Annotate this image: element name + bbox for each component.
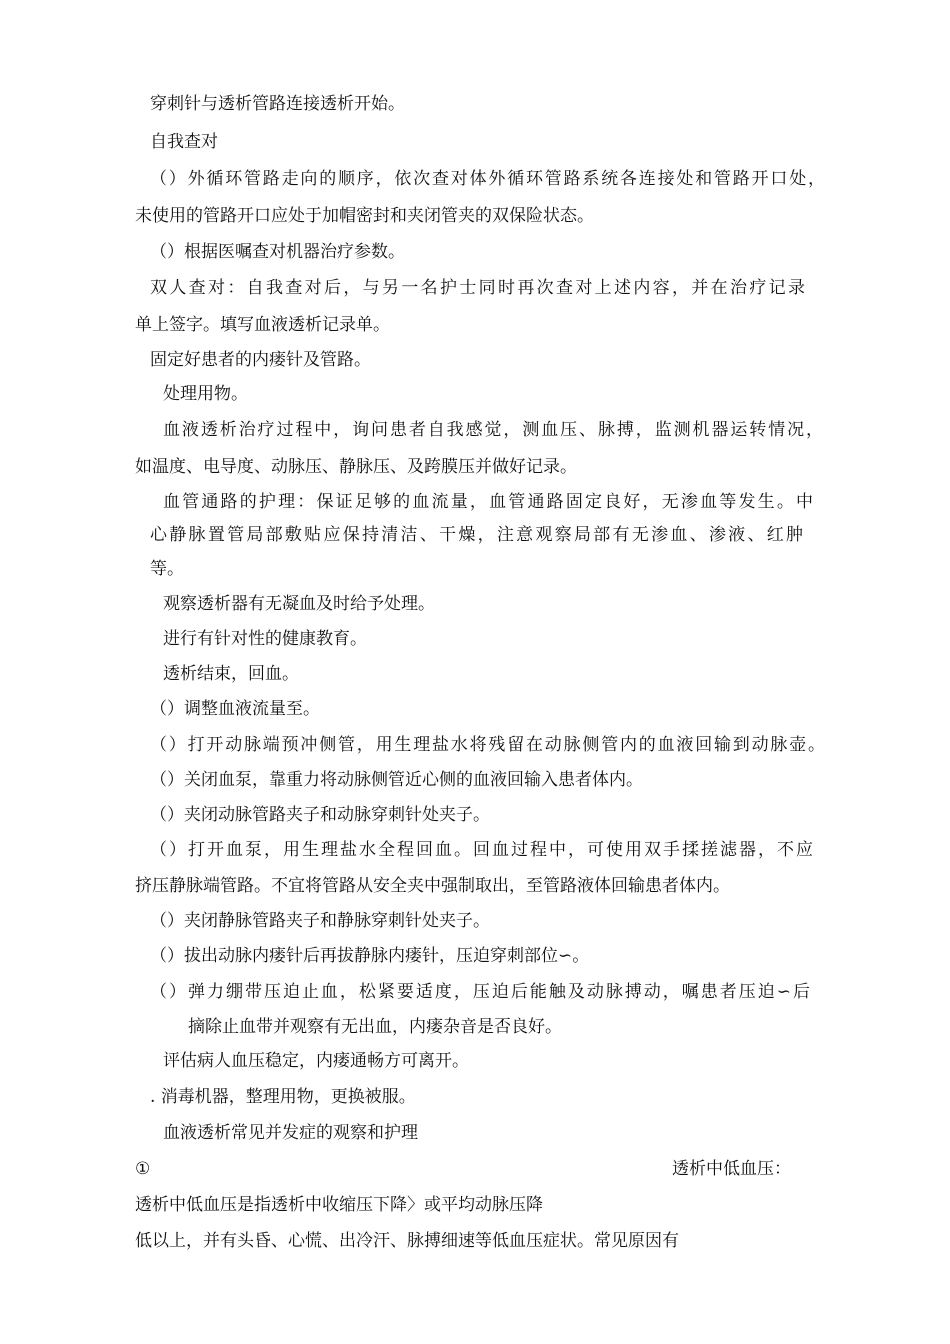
text-line: （）拔出动脉内瘘针后再拔静脉内瘘针，压迫穿刺部位∽。 — [150, 946, 590, 966]
text-line: 双人查对：自我查对后，与另一名护士同时再次查对上述内容，并在治疗记录 — [150, 278, 805, 298]
text-line: 血管通路的护理：保证足够的血流量，血管通路固定良好，无渗血等发生。中 — [163, 492, 813, 512]
text-line: （）外循环管路走向的顺序，依次查对体外循环管路系统各连接处和管路开口处， — [150, 169, 825, 189]
text-line: （）打开动脉端预冲侧管，用生理盐水将残留在动脉侧管内的血液回输到动脉壶。 — [150, 735, 825, 755]
text-line: 挤压静脉端管路。不宜将管路从安全夹中强制取出，至管路液体回输患者体内。 — [135, 876, 730, 896]
section-heading: 血液透析常见并发症的观察和护理 — [163, 1123, 418, 1143]
text-line: 透析中低血压是指透析中收缩压下降〉或平均动脉压降 — [135, 1195, 543, 1215]
text-line: 观察透析器有无凝血及时给予处理。 — [163, 594, 435, 614]
text-line: （）打开血泵，用生理盐水全程回血。回血过程中，可使用双手揉搓滤器，不应 — [150, 840, 813, 860]
text-line: 未使用的管路开口应处于加帽密封和夹闭管夹的双保险状态。 — [135, 206, 594, 226]
text-line: 进行有针对性的健康教育。 — [163, 629, 367, 649]
text-line: 透析结束，回血。 — [163, 664, 299, 684]
text-line: 评估病人血压稳定，内瘘通畅方可离开。 — [163, 1051, 469, 1071]
text-line: 摘除止血带并观察有无出血，内瘘杂音是否良好。 — [188, 1017, 562, 1037]
text-line: （）夹闭静脉管路夹子和静脉穿刺针处夹子。 — [150, 911, 490, 931]
text-line: 处理用物。 — [163, 384, 248, 404]
list-marker: ① — [135, 1159, 151, 1179]
section-heading: 自我查对 — [150, 132, 218, 152]
text-line: （）夹闭动脉管路夹子和动脉穿刺针处夹子。 — [150, 805, 490, 825]
text-line: 等。 — [150, 559, 184, 579]
subsection-heading: 透析中低血压： — [672, 1159, 791, 1179]
text-line: 低以上，并有头昏、心慌、出冷汗、脉搏细速等低血压症状。常见原因有 — [135, 1231, 679, 1251]
text-line: . 消毒机器，整理用物，更换被服。 — [150, 1087, 416, 1107]
text-line: 穿刺针与透析管路连接透析开始。 — [150, 94, 405, 114]
text-line: 固定好患者的内瘘针及管路。 — [150, 350, 371, 370]
text-line: 心静脉置管局部敷贴应保持清洁、干燥，注意观察局部有无渗血、渗液、红肿 — [150, 525, 803, 545]
text-line: 如温度、电导度、动脉压、静脉压、及跨膜压并做好记录。 — [135, 457, 577, 477]
text-line: （）弹力绷带压迫止血，松紧要适度，压迫后能触及动脉搏动，嘱患者压迫∽后 — [150, 982, 810, 1002]
text-line: （）根据医嘱查对机器治疗参数。 — [150, 242, 405, 262]
text-line: （）关闭血泵，靠重力将动脉侧管近心侧的血液回输入患者体内。 — [150, 770, 643, 790]
text-line: （）调整血液流量至。 — [150, 699, 320, 719]
text-line: 血液透析治疗过程中，询问患者自我感觉，测血压、脉搏，监测机器运转情况， — [163, 420, 823, 440]
text-line: 单上签字。填写血液透析记录单。 — [135, 315, 390, 335]
